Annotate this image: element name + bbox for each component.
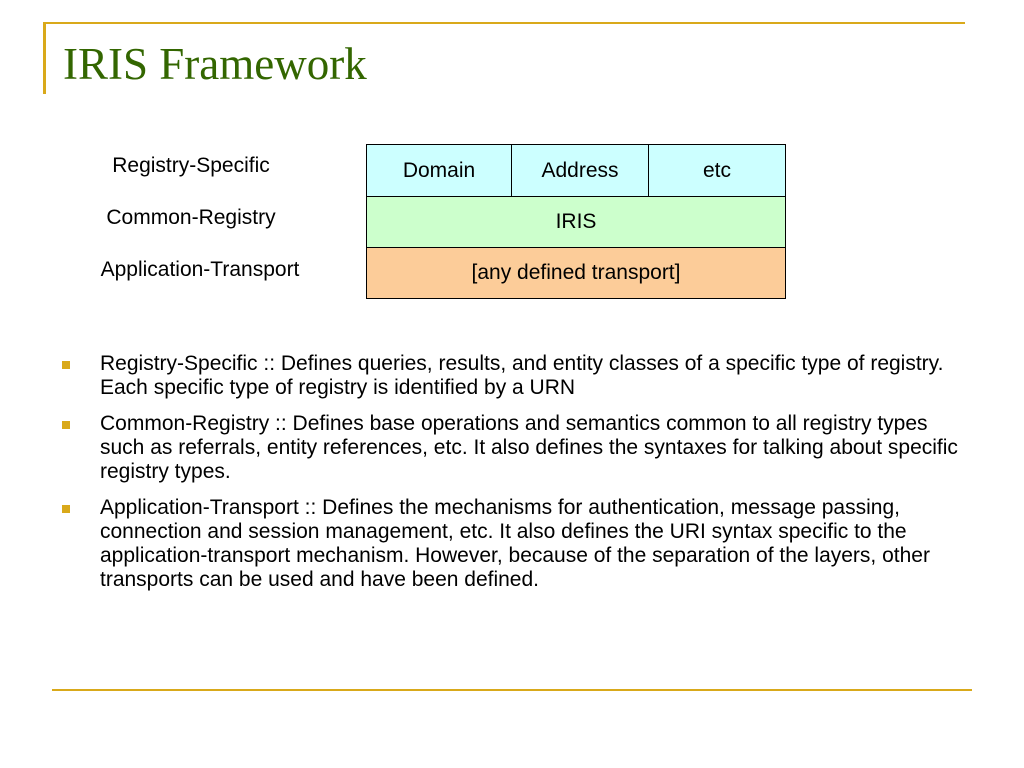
cell-address: Address [511, 144, 649, 197]
bullet-item-registry-specific [62, 352, 962, 400]
bullet-square-icon [62, 505, 70, 513]
frame-top-line [43, 22, 965, 24]
bullet-text: Application-Transport :: Defines the mechanisms for authentication, message passing, connection and session management, etc. It also defines the URI syntax specific to the application-transport mechanism. However, because of the separation of the layers, other transports can be used and have been defined. [100, 496, 930, 591]
bullet-text: Common-Registry :: Defines base operations and semantics common to all registry types such as referrals, entity references, etc. It also defines the syntaxes for talking about specific registry types. [100, 412, 958, 483]
bullet-square-icon [62, 421, 70, 429]
bullet-list [62, 352, 962, 604]
bullet-square-icon [62, 361, 70, 369]
frame-vertical-line [43, 22, 46, 94]
bullet-text: Registry-Specific :: Defines queries, results, and entity classes of a specific type of registry. Each specific type of registry is identified by a URN [100, 352, 944, 399]
frame-bottom-line [52, 689, 972, 691]
slide-title: IRIS Framework [63, 39, 367, 89]
cell-domain: Domain [366, 144, 512, 197]
cell-iris: IRIS [366, 196, 786, 248]
cell-etc: etc [648, 144, 786, 197]
bullet-item-application-transport [62, 496, 962, 592]
bullet-item-common-registry [62, 412, 962, 484]
layer-label-registry-specific: Registry-Specific [112, 154, 270, 177]
layer-label-application-transport: Application-Transport [100, 258, 300, 281]
layer-label-common-registry: Common-Registry [106, 206, 276, 229]
layer-stack-diagram [366, 144, 786, 299]
cell-transport: [any defined transport] [366, 247, 786, 299]
